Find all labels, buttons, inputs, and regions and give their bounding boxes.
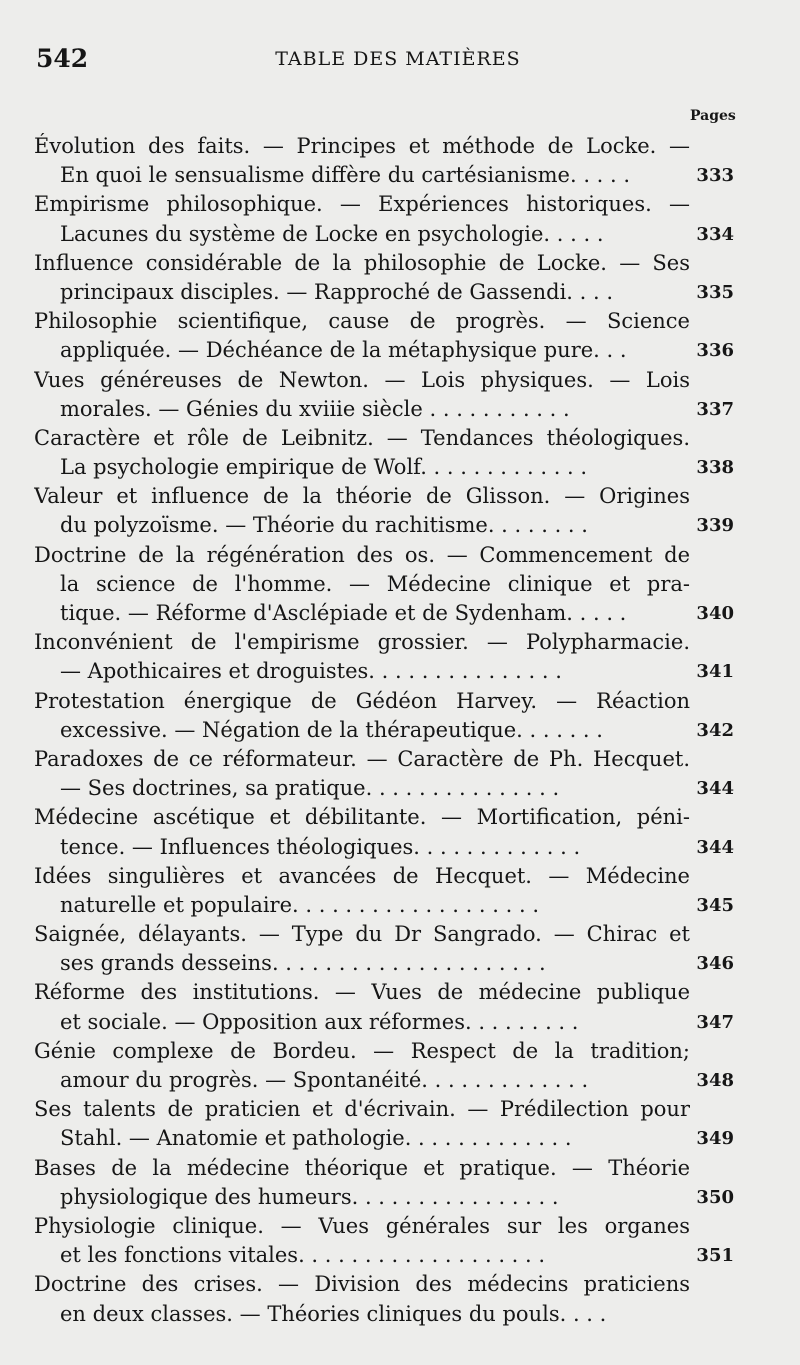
toc-entry-line: Médecine ascétique et débilitante. — Mortification, péni-: [34, 805, 690, 830]
toc-entry-line: appliquée. — Déchéance de la métaphysique pure. . .: [60, 338, 627, 363]
toc-entry-line: Valeur et influence de la théorie de Glisson. — Origines: [34, 484, 690, 509]
toc-page-number: 346: [696, 953, 734, 975]
toc-entry: [34, 190, 734, 248]
toc-page-number: 335: [696, 281, 734, 303]
toc-entry-line: amour du progrès. — Spontanéité. . . . . . . . . . . . .: [60, 1068, 589, 1092]
toc-entry: [34, 482, 734, 540]
pages-column-label: Pages: [690, 108, 736, 124]
toc-page-number: 348: [696, 1070, 734, 1091]
toc-page-number: [690, 1300, 734, 1329]
toc-entry-line: Physiologie clinique. — Vues générales sur les organes: [34, 1213, 690, 1238]
toc-entry: [34, 978, 734, 1036]
toc-entry-line: Caractère et rôle de Leibnitz. — Tendances théologiques.: [34, 425, 690, 450]
toc-page-number: 347: [696, 1011, 734, 1033]
toc-page-number: 350: [696, 1186, 734, 1208]
toc-page-number: 340: [696, 603, 734, 624]
toc-entry: [34, 424, 734, 482]
toc-entry: [34, 1037, 734, 1095]
toc-entry-line: morales. — Génies du xviiie siècle . . . . . . . . . . .: [60, 396, 570, 421]
toc-entry: [34, 862, 734, 920]
toc-entry-line: ses grands desseins. . . . . . . . . . . . . . . . . . . . .: [60, 951, 546, 976]
toc-entry-line: Paradoxes de ce réformateur. — Caractère de Ph. Hecquet.: [34, 746, 690, 771]
toc-entry-line: Philosophie scientifique, cause de progrès. — Science: [34, 309, 690, 334]
toc-page-number: 345: [696, 894, 734, 916]
toc-page-number: 338: [696, 457, 734, 479]
toc-entry-line: — Ses doctrines, sa pratique. . . . . . . . . . . . . . .: [60, 776, 560, 801]
toc-page-number: 339: [696, 515, 734, 537]
page-number: 542: [36, 44, 89, 73]
toc-entry-line: La psychologie empirique de Wolf. . . . . . . . . . . . .: [60, 455, 588, 480]
toc-page-number: 342: [696, 719, 734, 741]
toc-entry-line: tique. — Réforme d'Asclépiade et de Sydenham. . . . .: [60, 601, 627, 625]
toc-entry: [34, 307, 734, 365]
toc-entry-line: Réforme des institutions. — Vues de médecine publique: [34, 980, 690, 1005]
toc-entry-line: Évolution des faits. — Principes et méthode de Locke. —: [34, 134, 690, 158]
toc-page-number: 341: [696, 661, 734, 683]
table-of-contents: [34, 132, 734, 1329]
toc-page-number: 336: [696, 340, 734, 362]
toc-entry-line: principaux disciples. — Rapproché de Gassendi. . . .: [60, 279, 614, 304]
toc-entry: [34, 628, 734, 686]
toc-entry: [34, 745, 734, 803]
toc-entry-line: Vues généreuses de Newton. — Lois physiques. — Lois: [34, 367, 690, 392]
toc-entry-line: Bases de la médecine théorique et pratique. — Théorie: [34, 1155, 690, 1180]
page-header: [36, 44, 760, 80]
toc-page-number: 334: [696, 223, 734, 245]
toc-entry-line: et les fonctions vitales. . . . . . . . . . . . . . . . . . .: [60, 1243, 546, 1268]
toc-entry-line: Lacunes du système de Locke en psychologie. . . . .: [60, 221, 604, 246]
toc-entry-line: physiologique des humeurs. . . . . . . . . . . . . . . .: [60, 1184, 559, 1209]
running-title: TABLE DES MATIÈRES: [275, 48, 521, 70]
toc-entry-line: Génie complexe de Bordeu. — Respect de la tradition;: [34, 1038, 690, 1063]
toc-entry: [34, 249, 734, 307]
toc-entry: [34, 132, 734, 190]
toc-entry: [34, 687, 734, 745]
toc-page-number: 351: [696, 1245, 734, 1267]
toc-entry: [34, 1212, 734, 1270]
toc-entry-line: excessive. — Négation de la thérapeutique. . . . . . .: [60, 717, 603, 742]
toc-page-number: 344: [696, 778, 734, 800]
toc-entry-line: et sociale. — Opposition aux réformes. . . . . . . . .: [60, 1009, 579, 1034]
toc-entry-line: Idées singulières et avancées de Hecquet. — Médecine: [34, 863, 690, 888]
toc-entry: [34, 541, 734, 629]
toc-entry-line: Inconvénient de l'empirisme grossier. — Polypharmacie.: [34, 630, 690, 655]
toc-page-number: 337: [696, 398, 734, 420]
toc-entry-line: la science de l'homme. — Médecine clinique et pra-: [60, 571, 690, 596]
toc-entry-line: en deux classes. — Théories cliniques du pouls. . . .: [60, 1301, 607, 1326]
toc-entry: [34, 1095, 734, 1153]
toc-entry-line: Doctrine de la régénération des os. — Commencement de: [34, 542, 690, 567]
toc-entry: [34, 366, 734, 424]
toc-entry-line: Doctrine des crises. — Division des médecins praticiens: [34, 1272, 690, 1297]
toc-page-number: 349: [696, 1128, 734, 1150]
toc-entry-line: naturelle et populaire. . . . . . . . . . . . . . . . . . .: [60, 892, 540, 917]
toc-entry-line: Ses talents de praticien et d'écrivain. — Prédilection pour: [34, 1097, 690, 1122]
toc-entry-line: Influence considérable de la philosophie de Locke. — Ses: [34, 250, 690, 275]
toc-entry-line: — Apothicaires et droguistes. . . . . . . . . . . . . . .: [60, 659, 562, 684]
toc-entry-line: Saignée, délayants. — Type du Dr Sangrado. — Chirac et: [34, 922, 690, 947]
toc-entry: [34, 1270, 690, 1328]
toc-entry: [34, 1154, 734, 1212]
toc-entry-line: Protestation énergique de Gédéon Harvey. — Réaction: [34, 688, 690, 713]
toc-entry: [34, 803, 734, 861]
toc-entry-line: tence. — Influences théologiques. . . . . . . . . . . . .: [60, 834, 581, 859]
toc-entry-line: du polyzoïsme. — Théorie du rachitisme. . . . . . . .: [60, 513, 588, 538]
toc-entry-line: En quoi le sensualisme diffère du cartésianisme. . . . .: [60, 163, 631, 188]
toc-page-number: 333: [696, 165, 734, 187]
toc-entry: [34, 920, 734, 978]
toc-entry-line: Empirisme philosophique. — Expériences historiques. —: [34, 192, 690, 217]
toc-entry-line: Stahl. — Anatomie et pathologie. . . . . . . . . . . . .: [60, 1126, 572, 1151]
toc-page-number: 344: [696, 836, 734, 858]
